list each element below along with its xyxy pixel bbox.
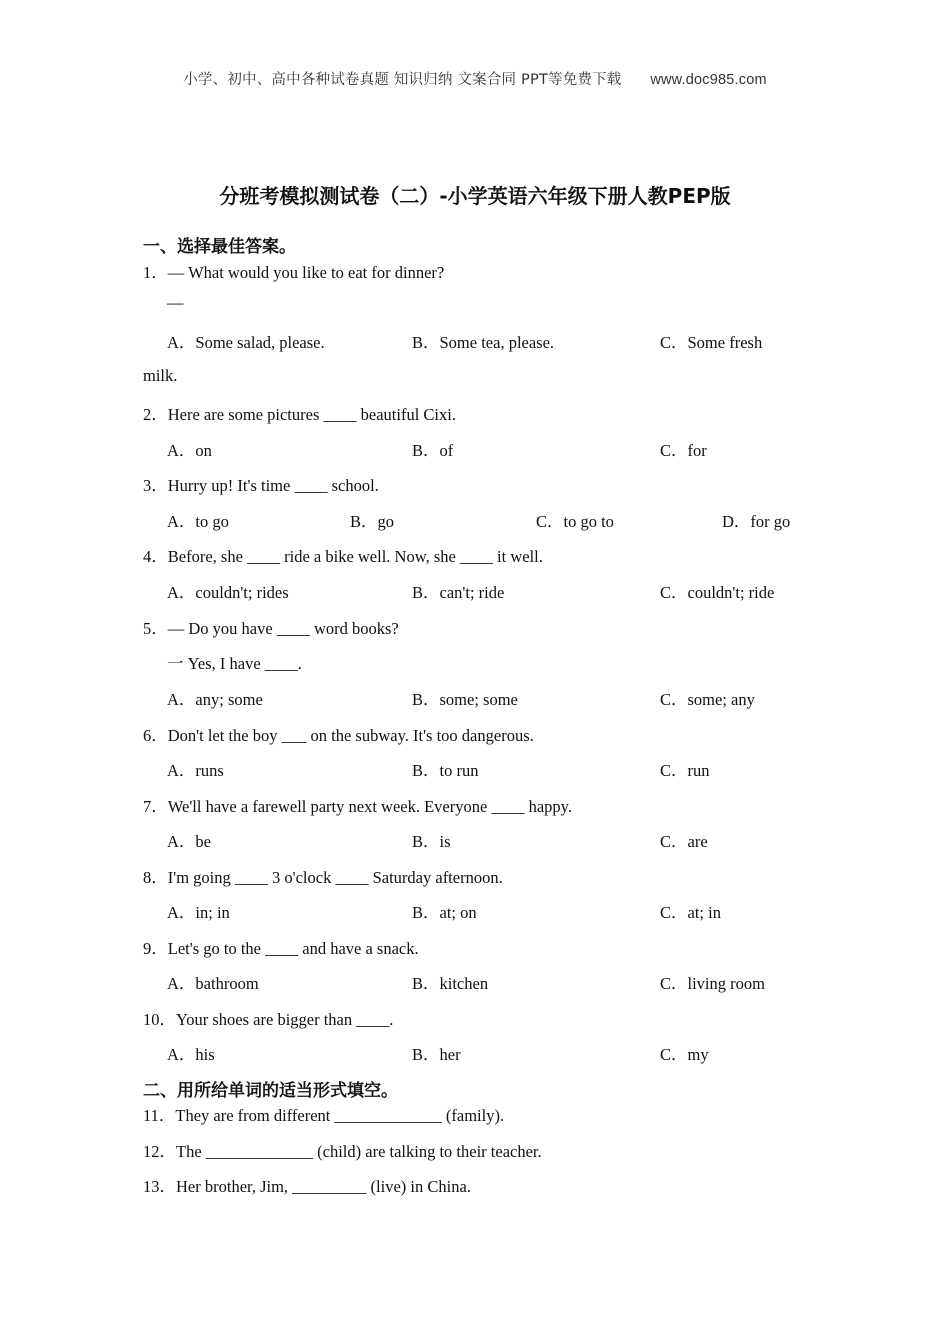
question-2-stem: 2．Here are some pictures ____ beautiful Cixi.: [143, 405, 456, 424]
question-8-stem: 8．I'm going ____ 3 o'clock ____ Saturday afternoon.: [143, 868, 503, 887]
question-3-option-c[interactable]: C．to go to: [536, 512, 614, 531]
question-13-stem[interactable]: 13．Her brother, Jim, _________ (live) in China.: [143, 1177, 471, 1196]
question-10-option-a[interactable]: A．his: [167, 1045, 215, 1064]
page-header: [0, 68, 950, 89]
question-5-option-a[interactable]: A．any; some: [167, 690, 263, 709]
question-6-option-a[interactable]: A．runs: [167, 761, 224, 780]
header-site-link[interactable]: www.doc985.com: [650, 72, 767, 88]
section-heading-1: 一、选择最佳答案。: [143, 237, 296, 257]
question-2-option-c[interactable]: C．for: [660, 441, 707, 460]
question-8-option-b[interactable]: B．at; on: [412, 903, 477, 922]
question-3-option-a[interactable]: A．to go: [167, 512, 229, 531]
question-5-option-c[interactable]: C．some; any: [660, 690, 755, 709]
question-1-answer-line: —: [167, 293, 184, 312]
section-heading-2: 二、用所给单词的适当形式填空。: [143, 1081, 398, 1101]
question-1-option-c[interactable]: C．Some fresh: [660, 333, 763, 352]
question-7-option-c[interactable]: C．are: [660, 832, 708, 851]
question-4-stem: 4．Before, she ____ ride a bike well. Now, she ____ it well.: [143, 547, 543, 566]
question-3-option-b[interactable]: B．go: [350, 512, 395, 531]
question-10-stem: 10．Your shoes are bigger than ____.: [143, 1010, 394, 1029]
question-1-stem: 1．— What would you like to eat for dinner?: [143, 263, 445, 282]
question-8-option-a[interactable]: A．in; in: [167, 903, 230, 922]
question-9-option-a[interactable]: A．bathroom: [167, 974, 259, 993]
question-7-option-a[interactable]: A．be: [167, 832, 211, 851]
question-1-option-b[interactable]: B．Some tea, please.: [412, 333, 555, 352]
question-9-option-c[interactable]: C．living room: [660, 974, 765, 993]
question-7-stem: 7．We'll have a farewell party next week. Everyone ____ happy.: [143, 797, 572, 816]
header-text: 小学、初中、高中各种试卷真题 知识归纳 文案合同 PPT等免费下载: [183, 72, 622, 88]
question-1-option-c-continued: milk.: [143, 366, 178, 385]
question-4-option-c[interactable]: C．couldn't; ride: [660, 583, 775, 602]
question-10-option-b[interactable]: B．her: [412, 1045, 461, 1064]
page-title: 分班考模拟测试卷（二）-小学英语六年级下册人教PEP版: [219, 184, 731, 208]
question-2-option-b[interactable]: B．of: [412, 441, 454, 460]
question-5-option-b[interactable]: B．some; some: [412, 690, 518, 709]
question-6-stem: 6．Don't let the boy ___ on the subway. It's too dangerous.: [143, 726, 534, 745]
question-9-stem: 9．Let's go to the ____ and have a snack.: [143, 939, 419, 958]
question-1-option-a[interactable]: A．Some salad, please.: [167, 333, 325, 352]
question-12-stem[interactable]: 12．The _____________ (child) are talking to their teacher.: [143, 1142, 542, 1161]
question-3-option-d[interactable]: D．for go: [722, 512, 791, 531]
question-6-option-b[interactable]: B．to run: [412, 761, 479, 780]
question-3-stem: 3．Hurry up! It's time ____ school.: [143, 476, 379, 495]
question-4-option-a[interactable]: A．couldn't; rides: [167, 583, 289, 602]
question-8-option-c[interactable]: C．at; in: [660, 903, 721, 922]
question-5-stem: 5．— Do you have ____ word books?: [143, 619, 399, 638]
question-6-option-c[interactable]: C．run: [660, 761, 710, 780]
question-7-option-b[interactable]: B．is: [412, 832, 451, 851]
question-2-option-a[interactable]: A．on: [167, 441, 212, 460]
question-9-option-b[interactable]: B．kitchen: [412, 974, 489, 993]
question-11-stem[interactable]: 11．They are from different _____________ (family).: [143, 1106, 505, 1125]
question-4-option-b[interactable]: B．can't; ride: [412, 583, 505, 602]
question-10-option-c[interactable]: C．my: [660, 1045, 709, 1064]
question-5-answer-line: 一 Yes, I have ____.: [167, 654, 302, 673]
